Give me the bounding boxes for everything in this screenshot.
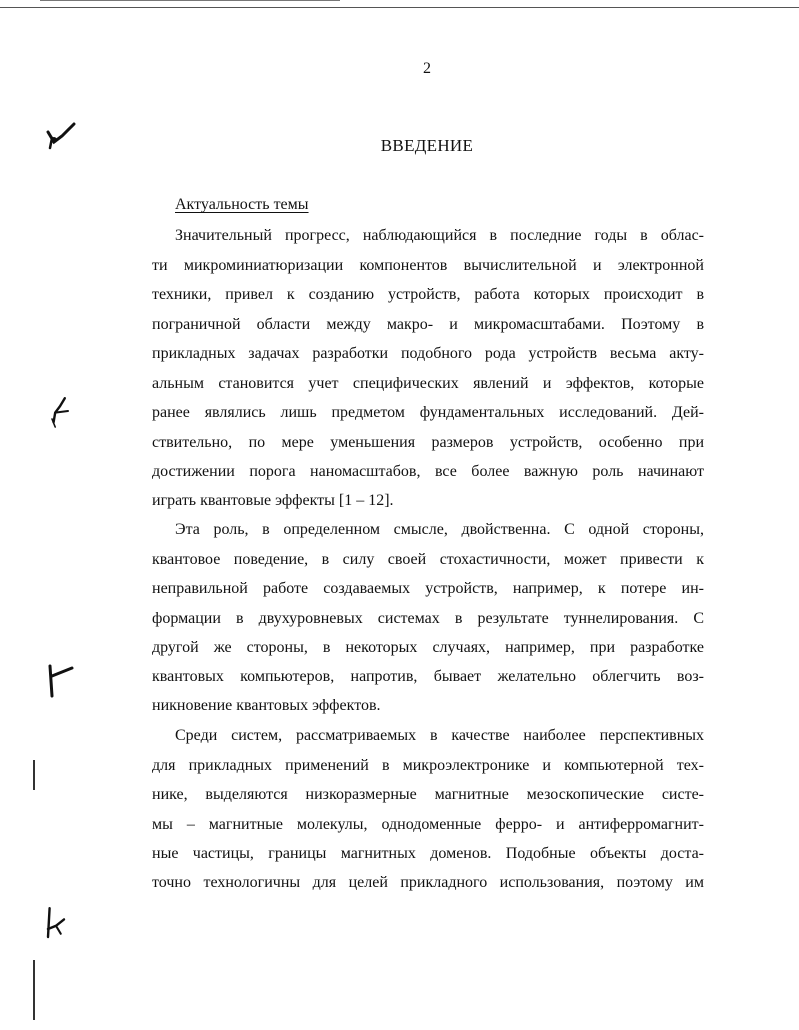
text-line: пограничной области между макро- и микромасштабами. Поэтому в [152,316,704,333]
text-line: ные частицы, границы магнитных доменов. Подобные объекты доста- [152,845,704,862]
text-line: точно технологичны для целей прикладного использования, поэтому им [152,874,704,891]
text-line: квантовых компьютеров, напротив, бывает желательно облегчить воз- [152,668,704,685]
text-line: достижении порога наномасштабов, все более важную роль начинают [152,463,704,480]
margin-scan-line [33,960,35,1020]
margin-mark-icon [36,905,76,945]
text-line: Значительный прогресс, наблюдающийся в последние годы в облас- [175,227,704,244]
text-line: альным становится учет специфических явлений и эффектов, которые [152,375,704,392]
margin-mark-icon [40,660,80,700]
text-line: неправильной работе создаваемых устройств, например, к потере ин- [152,580,704,597]
text-line: другой же стороны, в некоторых случаях, например, при разработке [152,639,704,656]
text-line: никновение квантовых эффектов. [152,697,381,714]
text-line: играть квантовые эффекты [1 – 12]. [152,492,394,509]
text-line: ранее являлись лишь предметом фундаментальных исследований. Дей- [152,404,704,421]
margin-scan-line [33,760,35,790]
text-line: прикладных задачах разработки подобного рода устройств весьма акту- [152,345,704,362]
text-line: ствительно, по мере уменьшения размеров устройств, особенно при [152,434,704,451]
text-line: ти микроминиатюризации компонентов вычислительной и электронной [152,257,704,274]
text-line: техники, привел к созданию устройств, работа которых происходит в [152,286,704,303]
text-line: квантовое поведение, в силу своей стохастичности, может привести к [152,551,704,568]
text-line: Эта роль, в определенном смысле, двойственна. С одной стороны, [175,521,704,538]
page-number: 2 [423,60,431,77]
subheading-relevance: Актуальность темы [175,196,309,213]
text-line: мы – магнитные молекулы, однодоменные ферро- и антиферромагнит- [152,816,704,833]
text-line: Среди систем, рассматриваемых в качестве наиболее перспективных [175,727,704,744]
text-line: формации в двухуровневых системах в результате туннелирования. С [152,610,704,627]
margin-mark-icon [40,118,80,158]
text-line: нике, выделяются низкоразмерные магнитные мезоскопические систе- [152,786,704,803]
page-top-rule-left [40,0,340,1]
margin-mark-icon [40,395,80,435]
page-top-rule [0,7,799,8]
text-line: для прикладных применений в микроэлектронике и компьютерной тех- [152,757,704,774]
section-title: ВВЕДЕНИЕ [380,136,474,155]
